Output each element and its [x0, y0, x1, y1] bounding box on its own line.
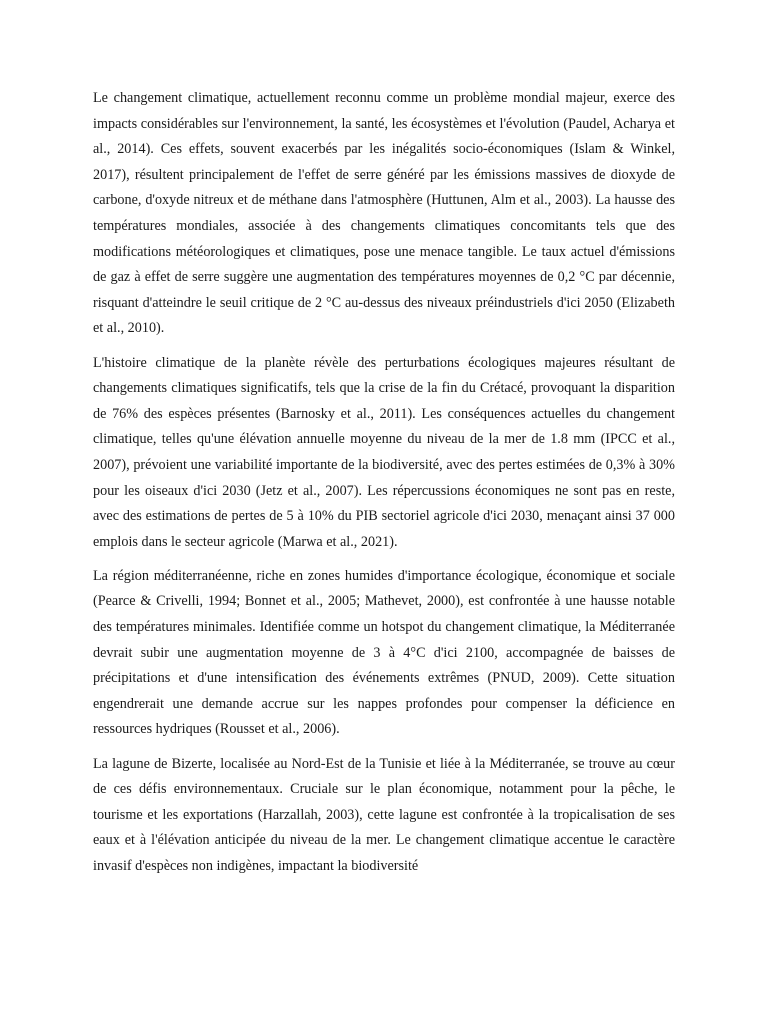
paragraph-1: Le changement climatique, actuellement reconnu comme un problème mondial majeur, exerce des impacts considérables sur l'environnement, la santé, les écosystèmes et l'évolution (Paudel, Acharya et al., 2014). Ces effets, souvent exacerbés par les inégalités socio-économiques (Islam & Winkel, 2017), résultent principalement de l'effet de serre généré par les émissions massives de dioxyde de carbone, d'oxyde nitreux et de méthane dans l'atmosphère (Huttunen, Alm et al., 2003). La hausse des températures mondiales, associée à des changements climatiques concomitants tels que des modifications météorologiques et climatiques, pose une menace tangible. Le taux actuel d'émissions de gaz à effet de serre suggère une augmentation des températures moyennes de 0,2 °C par décennie, risquant d'atteindre le seuil critique de 2 °C au-dessus des niveaux préindustriels d'ici 2050 (Elizabeth et al., 2010). [93, 90, 675, 337]
paragraph-2: L'histoire climatique de la planète révèle des perturbations écologiques majeures résultant de changements climatiques significatifs, tels que la crise de la fin du Crétacé, provoquant la disparition de 76% des espèces présentes (Barnosky et al., 2011). Les conséquences actuelles du changement climatique, telles qu'une élévation annuelle moyenne du niveau de la mer de 1.8 mm (IPCC et al., 2007), prévoient une variabilité importante de la biodiversité, avec des pertes estimées de 0,3% à 30% pour les oiseaux d'ici 2030 (Jetz et al., 2007). Les répercussions économiques ne sont pas en reste, avec des estimations de pertes de 5 à 10% du PIB sectoriel agricole d'ici 2030, menaçant ainsi 37 000 emplois dans le secteur agricole (Marwa et al., 2021). [93, 354, 675, 550]
paragraph-3: La région méditerranéenne, riche en zones humides d'importance écologique, économique et sociale (Pearce & Crivelli, 1994; Bonnet et al., 2005; Mathevet, 2000), est confrontée à une hausse notable des températures minimales. Identifiée comme un hotspot du changement climatique, la Méditerranée devrait subir une augmentation moyenne de 3 à 4°C d'ici 2100, accompagnée de baisses de précipitations et d'une intensification des événements extrêmes (PNUD, 2009). Cette situation engendrerait une demande accrue sur les nappes profondes pour compenser la déficience en ressources hydriques (Rousset et al., 2006). [93, 567, 675, 738]
paragraph-4: La lagune de Bizerte, localisée au Nord-Est de la Tunisie et liée à la Méditerranée, se trouve au cœur de ces défis environnementaux. Cruciale sur le plan économique, notamment pour la pêche, le tourisme et les exportations (Harzallah, 2003), cette lagune est confrontée à la tropicalisation de ses eaux et à l'élévation anticipée du niveau de la mer. Le changement climatique accentue le caractère invasif d'espèces non indigènes, impactant la biodiversité [93, 755, 675, 874]
document-page [93, 86, 675, 888]
